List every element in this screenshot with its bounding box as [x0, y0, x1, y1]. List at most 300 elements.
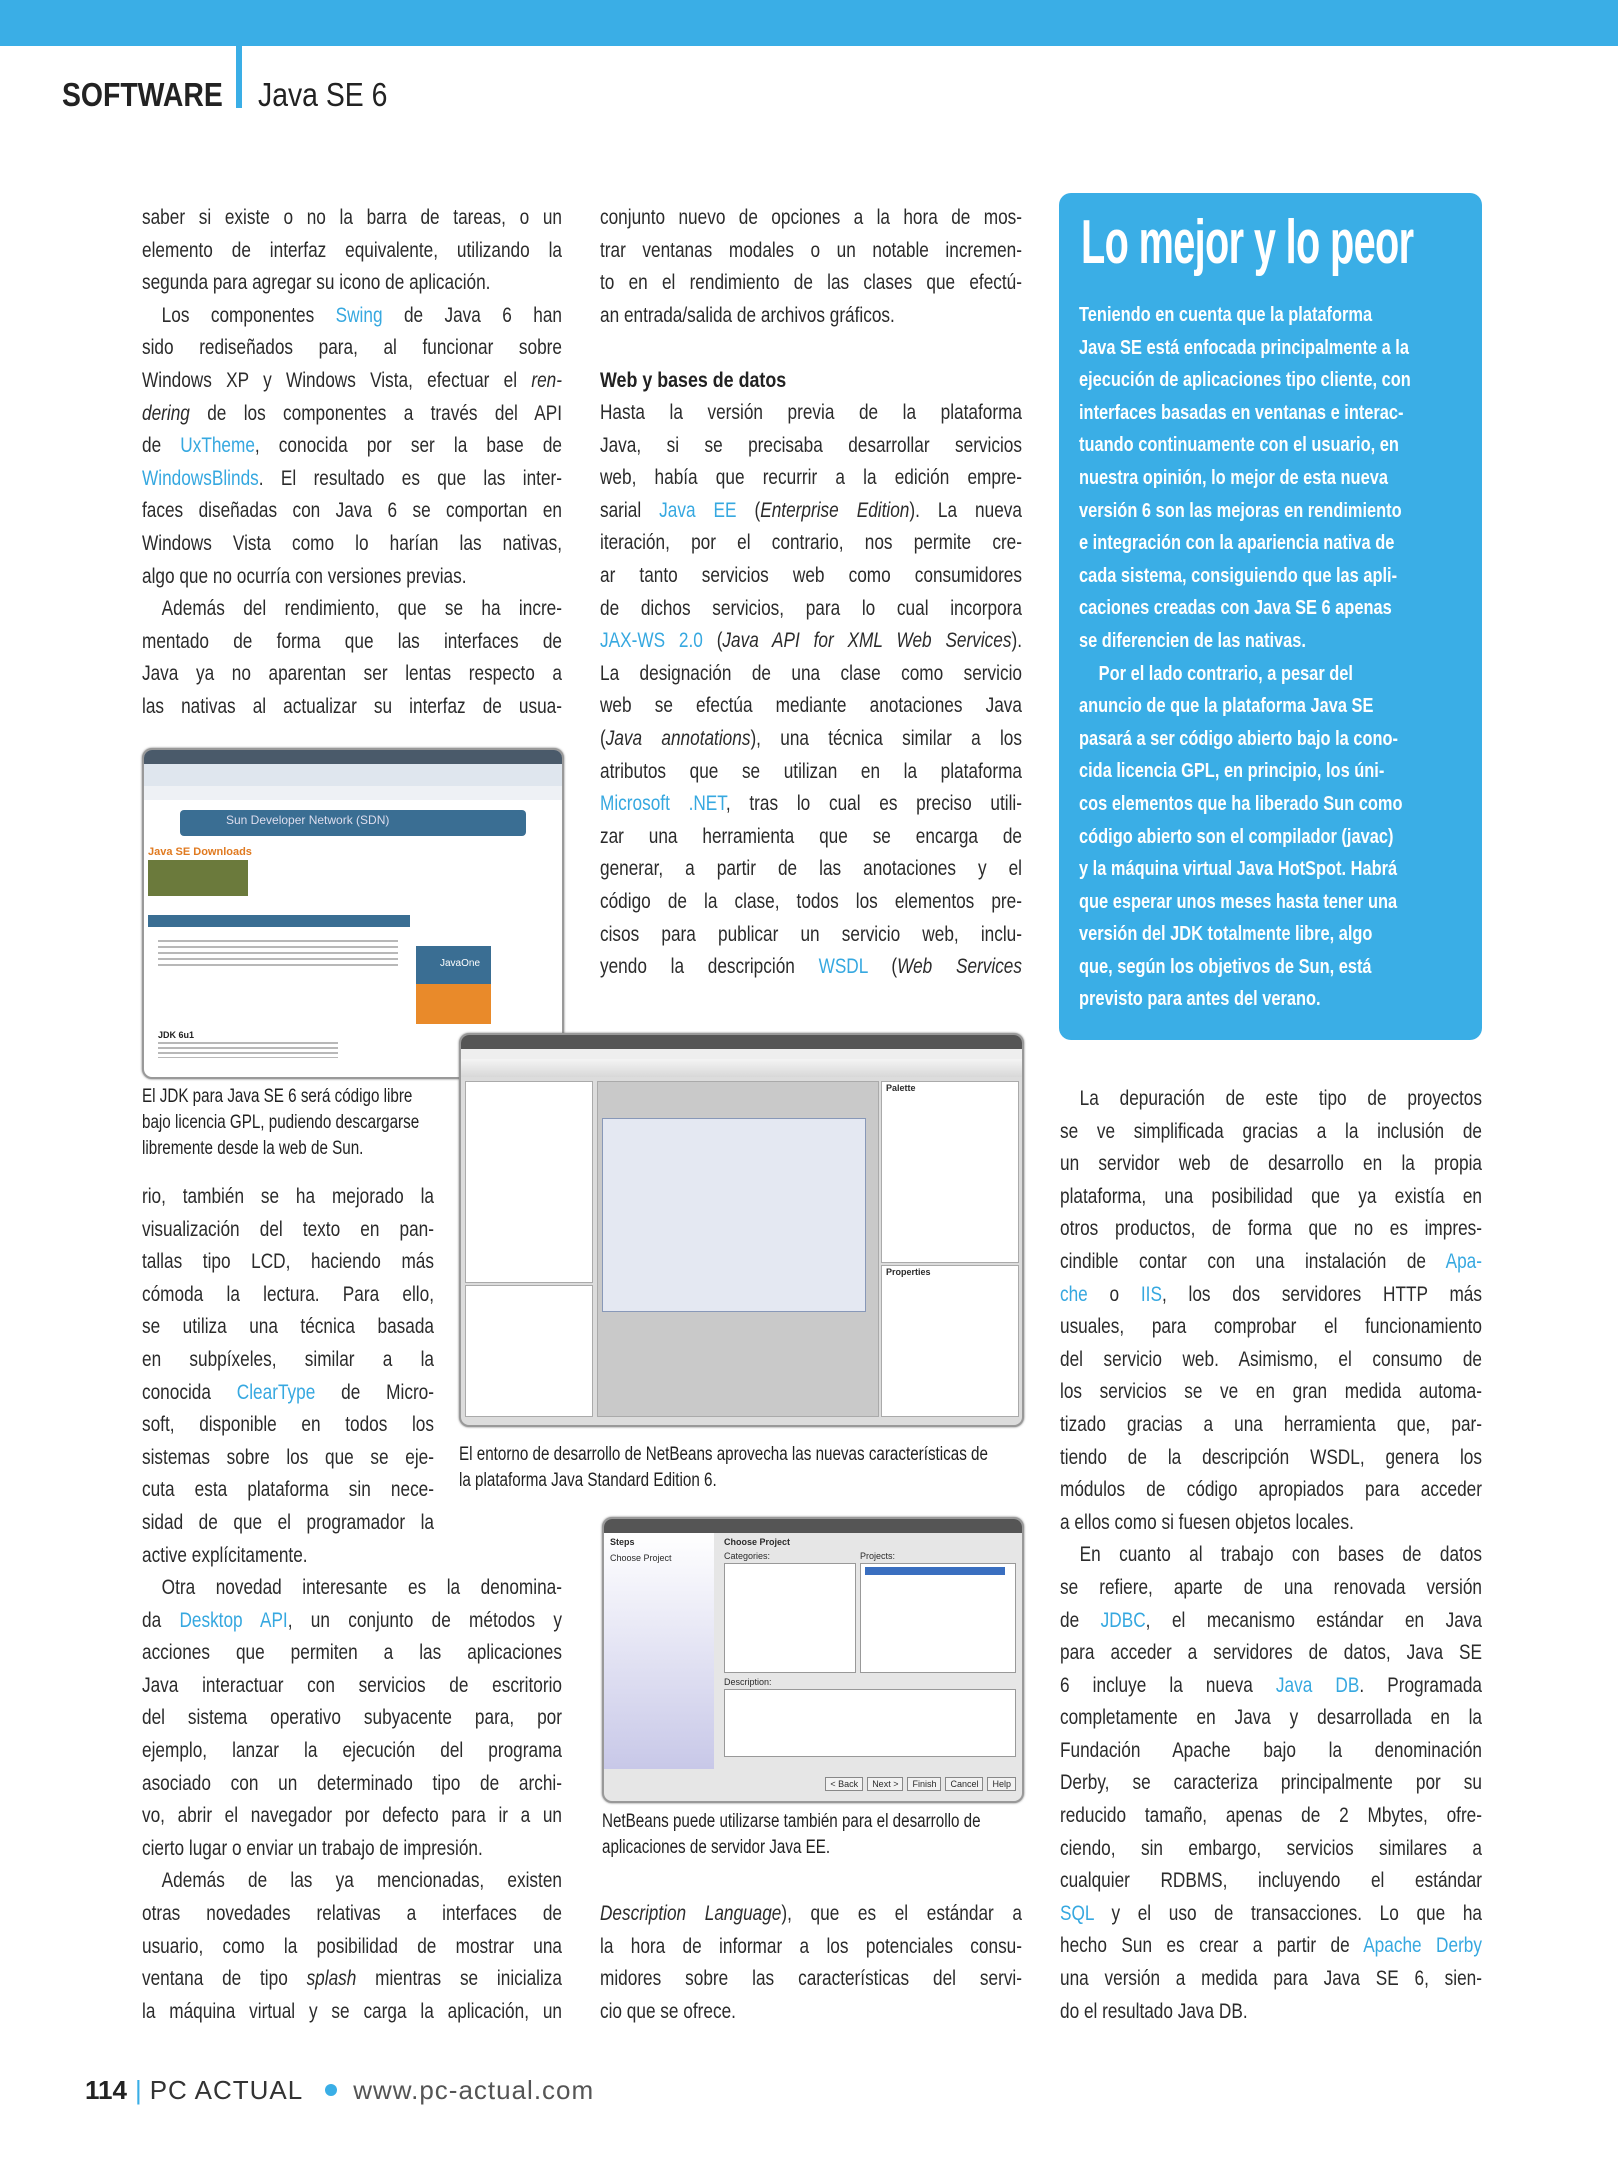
bold-text: javac [1346, 825, 1388, 848]
finish-button: Finish [907, 1777, 941, 1791]
sidebar-box [1059, 193, 1482, 1040]
text-run: cida licencia [1079, 760, 1182, 783]
text-line [142, 267, 562, 300]
italic-text: Java annotations [605, 726, 751, 750]
text-run: ( [702, 629, 723, 653]
italic-text: Description Language [600, 1902, 782, 1925]
text-line [1079, 429, 1464, 462]
text-run: , los dos servidores HTTP más [1161, 1282, 1482, 1306]
text-line [142, 1474, 434, 1507]
text-line [1060, 1539, 1482, 1572]
text-run: En cuanto al trabajo con bases de datos [1079, 1543, 1482, 1567]
form-preview [602, 1118, 866, 1312]
text-run: código abierto son el compilador ( [1079, 825, 1347, 848]
text-run: que esperar unos meses hasta tener una [1079, 890, 1398, 913]
categories-list [724, 1563, 856, 1673]
text-run: e integración con la apariencia nativa de [1079, 532, 1395, 555]
properties-title: Properties [886, 1267, 931, 1277]
text-run: de Java 6 han [382, 303, 562, 327]
text-run: Los componentes [161, 303, 336, 327]
screenshot-netbeans-ide [459, 1033, 1024, 1427]
text-run: cisos para publicar un servicio web, inclu- [600, 922, 1022, 946]
text-run: Java SE está enfocada principalmente a la [1079, 336, 1409, 359]
text-line [142, 561, 562, 594]
text-run: ) [1387, 825, 1394, 848]
text-run: . El resultado es que las inter- [258, 466, 562, 490]
help-button: Help [987, 1777, 1016, 1791]
text-line [142, 1279, 434, 1312]
inline-link[interactable]: JAX-WS 2.0 [600, 629, 703, 653]
text-run: iteración, por el contrario, nos permite cre- [600, 531, 1022, 555]
section-label: SOFTWARE [62, 76, 223, 113]
magazine-name: PC ACTUAL [149, 2074, 304, 2105]
screenshot-sun-java-downloads [142, 748, 564, 1079]
bold-text: Java HotSpot [1236, 858, 1342, 881]
inline-link[interactable]: Java DB [1275, 1673, 1360, 1697]
text-line [600, 202, 1022, 235]
text-line [142, 463, 562, 496]
text-line [1060, 1702, 1482, 1735]
text-run: usuales, para comprobar el funcionamiento [1060, 1315, 1482, 1339]
text-line [1079, 332, 1464, 365]
panel-title: Choose Project [724, 1537, 791, 1547]
text-run: sarial [600, 498, 660, 522]
text-run: cos elementos que ha liberado Sun como [1079, 792, 1403, 815]
text-run: de dichos servicios, para lo cual incorpora [600, 596, 1022, 620]
steps-panel [604, 1533, 714, 1769]
text-run: y el uso de transacciones. Lo que ha [1093, 1901, 1482, 1925]
text-line [600, 300, 1022, 333]
description-box [724, 1689, 1016, 1757]
text-line [142, 1246, 434, 1279]
text-lines [1060, 1083, 1482, 2028]
text-run: , en principio, los úni- [1214, 760, 1385, 783]
text-line [142, 1637, 562, 1670]
text-line [1060, 1474, 1482, 1507]
text-line [1079, 495, 1464, 528]
text-run: y la máquina virtual [1079, 858, 1237, 881]
text-line [1079, 755, 1464, 788]
steps-title: Steps [610, 1537, 635, 1547]
text-line [1079, 592, 1464, 625]
text-line [1060, 1996, 1482, 2029]
text-run: La designación de una clase como servicio [600, 661, 1022, 685]
text-run: La depuración de este tipo de proyectos [1079, 1087, 1482, 1110]
text-run: da [142, 1608, 180, 1632]
text-line [1060, 1865, 1482, 1898]
text-line [600, 1898, 1022, 1931]
text-line [142, 1898, 562, 1931]
text-run: se utiliza una técnica basada [142, 1315, 434, 1339]
jdk-heading: JDK 6u1 [158, 1030, 195, 1040]
text-line [142, 1377, 434, 1410]
text-line [600, 788, 1022, 821]
italic-text: Enterprise Edition [760, 498, 910, 522]
text-line [1079, 983, 1464, 1016]
text-line [1060, 1572, 1482, 1605]
bold-text: GPL [1181, 760, 1215, 783]
text-run: atributos que se utilizan en la plataforma [600, 759, 1022, 783]
page-number: 114 [85, 2074, 127, 2105]
caption-line: la plataforma Java Standard Edition 6. [459, 1470, 717, 1491]
text-run: que, según los objetivos de Sun, está [1079, 955, 1372, 978]
text-run: del sistema operativo subyacente para, por [142, 1706, 562, 1730]
article-title: Java SE 6 [258, 76, 388, 113]
text-run: trar ventanas modales o un notable incremen- [600, 238, 1022, 262]
text-run: mentado de forma que las interfaces de [142, 629, 562, 653]
text-line [142, 1963, 562, 1996]
text-line [1079, 658, 1464, 691]
menu-bar [461, 1049, 1022, 1059]
text-line [142, 1768, 562, 1801]
text-line [142, 626, 562, 659]
text-run: Java, si se precisaba desarrollar servicios [600, 433, 1022, 457]
text-line [1060, 1833, 1482, 1866]
text-line [142, 1311, 434, 1344]
text-run: del servicio web. Asimismo, el consumo de [1060, 1347, 1482, 1371]
browser-tabs [144, 786, 562, 800]
text-line [1079, 462, 1464, 495]
text-run: cualquier RDBMS, incluyendo el estándar [1060, 1869, 1482, 1893]
dialog-buttons [825, 1777, 1016, 1791]
text-lines [600, 397, 1022, 984]
text-line [1079, 527, 1464, 560]
bullet-icon [325, 2084, 337, 2096]
text-run: Teniendo en cuenta que la plataforma [1079, 304, 1373, 326]
text-line [1079, 918, 1464, 951]
design-area [597, 1081, 879, 1417]
text-line [142, 202, 562, 235]
window-titlebar [461, 1035, 1022, 1049]
text-run: Fundación Apache bajo la denominación [1060, 1738, 1482, 1762]
text-run: conocida [142, 1380, 237, 1404]
categories-label: Categories: [724, 1551, 771, 1561]
text-run: ejecución de aplicaciones tipo cliente, con [1079, 369, 1411, 392]
text-line [1060, 1376, 1482, 1409]
text-run: visualización del texto en pan- [142, 1217, 434, 1241]
text-run: active explícitamente. [142, 1543, 308, 1567]
text-run: web, había que recurrir a la edición empre- [600, 466, 1022, 490]
text-line [142, 1670, 562, 1703]
top-color-bar [0, 0, 1618, 46]
text-run: a ellos como si fuesen objetos locales. [1060, 1510, 1354, 1534]
caption-line: bajo licencia GPL, pudiendo descargarse [142, 1112, 420, 1133]
inline-link[interactable]: JDBC [1100, 1608, 1146, 1632]
text-line [142, 398, 562, 431]
text-line [1079, 723, 1464, 756]
header-divider [236, 45, 242, 108]
inline-link[interactable]: Apache Derby [1363, 1934, 1482, 1958]
inspector-panel [465, 1285, 593, 1417]
italic-text: Java API for XML Web Services [722, 629, 1012, 653]
caption-line: El JDK para Java SE 6 será código libre [142, 1086, 413, 1107]
text-line [142, 1833, 562, 1866]
text-line [1060, 1083, 1482, 1116]
sdn-banner-text: Sun Developer Network (SDN) [226, 813, 390, 827]
text-run: ( [867, 955, 898, 979]
section-heading: Web y bases de datos [600, 369, 787, 392]
text-line [142, 1442, 434, 1475]
text-line [600, 1963, 1022, 1996]
text-lines [600, 1898, 1022, 2028]
text-line [1060, 1767, 1482, 1800]
text-run: versión del [1079, 923, 1171, 946]
text-run: la hora de informar a los potenciales consu- [600, 1934, 1022, 1958]
text-run: versión 6 son las mejoras en rendimiento [1079, 499, 1402, 522]
text-run: totalmente libre, algo [1202, 923, 1373, 946]
text-run: la máquina virtual y se carga la aplicación, un [142, 1999, 562, 2023]
text-line [600, 690, 1022, 723]
projects-label: Projects: [860, 1551, 896, 1561]
text-run: soft, disponible en todos los [142, 1413, 434, 1437]
inline-link[interactable]: WSDL [818, 955, 868, 979]
text-line [142, 1931, 562, 1964]
text-run: . Habrá [1341, 858, 1398, 881]
text-line [142, 1409, 434, 1442]
text-line [142, 528, 562, 561]
inline-link[interactable]: ClearType [236, 1380, 316, 1404]
text-lines [142, 202, 562, 724]
caption-line: aplicaciones de servidor Java EE. [602, 1837, 831, 1858]
text-line [1079, 788, 1464, 821]
orange-promo [416, 984, 491, 1024]
text-line [600, 267, 1022, 300]
text-run: para acceder a servidores de datos, Java SE [1060, 1641, 1482, 1665]
text-run: una versión a medida para Java SE 6, sien- [1060, 1967, 1482, 1991]
text-lines [1079, 299, 1464, 1016]
text-line [1060, 1930, 1482, 1963]
screenshot-netbeans-new-project [602, 1517, 1024, 1803]
text-line [1079, 560, 1464, 593]
text-line [142, 1800, 562, 1833]
inline-link[interactable]: WindowsBlinds [142, 466, 259, 490]
text-run: módulos de código apropiados para acceder [1060, 1478, 1482, 1502]
text-run: previsto para antes del verano. [1079, 988, 1321, 1011]
text-line [1060, 1116, 1482, 1149]
window-titlebar [604, 1519, 1022, 1533]
caption-lines [459, 1442, 988, 1494]
text-run: usuario, como la posibilidad de mostrar una [142, 1934, 562, 1958]
text-run: cindible contar con una instalación de [1060, 1249, 1446, 1273]
inline-link[interactable]: IIS [1140, 1282, 1162, 1306]
text-run: otros productos, de forma que no es impres- [1060, 1217, 1482, 1241]
text-run: nuestra opinión, lo mejor de esta nueva [1079, 466, 1388, 489]
sdn-banner [180, 810, 526, 836]
text-run: un servidor web de desarrollo en la propia [1060, 1152, 1482, 1176]
text-run: sistemas sobre los que se eje- [142, 1445, 434, 1469]
text-run: algo que no ocurría con versiones previas. [142, 564, 467, 588]
footer-divider: | [134, 2074, 142, 2105]
text-line [1079, 299, 1464, 332]
text-run: se ve simplificada gracias a la inclusión de [1060, 1119, 1482, 1143]
text-line [1060, 1344, 1482, 1377]
caption-line: El entorno de desarrollo de NetBeans aprovecha las nuevas características de [459, 1444, 988, 1465]
text-line [600, 951, 1022, 984]
text-line [1079, 821, 1464, 854]
text-run: ). [1011, 629, 1023, 653]
text-run: cierto lugar o enviar un trabajo de impresión. [142, 1836, 483, 1860]
text-run: Java ya no aparentan ser lentas respecto a [142, 662, 562, 686]
text-line [142, 235, 562, 268]
text-line [600, 495, 1022, 528]
text-run: do el resultado Java DB. [1060, 1999, 1248, 2023]
caption-1 [142, 1084, 488, 1162]
text-run: mientras se inicializa [356, 1967, 563, 1991]
text-line [142, 495, 562, 528]
text-run: se diferencien de las nativas. [1079, 629, 1306, 652]
text-lines [142, 1572, 562, 2028]
text-line [142, 1344, 434, 1377]
text-line [1060, 1800, 1482, 1833]
text-line [1060, 1507, 1482, 1540]
text-line [600, 886, 1022, 919]
text-line [1079, 886, 1464, 919]
text-run: hecho Sun es crear a partir de [1060, 1934, 1364, 1958]
palette-title: Palette [886, 1083, 916, 1093]
downloads-heading: Java SE Downloads [148, 846, 252, 858]
text-run: anuncio de que la plataforma Java SE [1079, 695, 1374, 718]
text-line [1060, 1605, 1482, 1638]
inline-link[interactable]: che [1060, 1282, 1088, 1306]
text-line [142, 430, 562, 463]
text-line [1060, 1442, 1482, 1475]
inline-link[interactable]: Desktop API [179, 1608, 288, 1632]
text-line [1060, 1181, 1482, 1214]
text-run: Además de las ya mencionadas, existen [161, 1869, 562, 1893]
text-run: las nativas al actualizar su interfaz de usua- [142, 694, 562, 718]
text-run: generar, a partir de las anotaciones y el [600, 857, 1022, 881]
column-2-middle [600, 397, 1022, 984]
text-line [1079, 853, 1464, 886]
text-run: acciones que permiten a las aplicaciones [142, 1641, 562, 1665]
text-run: ), una técnica similar a los [750, 726, 1022, 750]
text-line [142, 1572, 562, 1605]
text-run: otras novedades relativas a interfaces de [142, 1901, 562, 1925]
step-1: Choose Project [610, 1553, 672, 1563]
text-run: ciendo, sin embargo, servicios similares a [1060, 1836, 1482, 1860]
text-run: tuando continuamente con el usuario, en [1079, 434, 1399, 457]
inline-link[interactable]: Apa- [1445, 1249, 1482, 1273]
text-run: , conocida por ser la base de [254, 434, 562, 458]
text-line [600, 723, 1022, 756]
column-1-top [142, 202, 562, 724]
text-line [600, 821, 1022, 854]
text-line [600, 1931, 1022, 1964]
text-line [600, 853, 1022, 886]
ide-toolbar [461, 1059, 1022, 1077]
text-run: Windows Vista como lo harían las nativas, [142, 531, 562, 555]
text-line [1079, 951, 1464, 984]
properties-panel [881, 1265, 1019, 1417]
text-run: asociado con un determinado tipo de archi- [142, 1771, 562, 1795]
text-run: pasará a ser código abierto bajo la cono- [1079, 727, 1398, 750]
text-line [142, 593, 562, 626]
page-footer [85, 2074, 594, 2106]
text-run: ventana de tipo [142, 1967, 307, 1991]
text-line [1060, 1670, 1482, 1703]
text-run: ar tanto servicios web como consumidores [600, 563, 1022, 587]
column-3 [1060, 1083, 1482, 2028]
text-run: , un conjunto de métodos y [287, 1608, 563, 1632]
text-line [142, 658, 562, 691]
text-run: se refiere, aparte de una renovada versión [1060, 1575, 1482, 1599]
text-line [1060, 1963, 1482, 1996]
text-run: zar una herramienta que se encarga de [600, 824, 1022, 848]
text-run: caciones creadas con Java SE 6 apenas [1079, 597, 1392, 620]
text-run: vo, abrir el navegador por defecto para ir a un [142, 1804, 562, 1828]
text-line [600, 756, 1022, 789]
column-1-narrow [142, 1181, 434, 1572]
photo [148, 860, 248, 896]
inline-link[interactable]: Microsoft .NET [600, 792, 726, 816]
text-run: , el mecanismo estándar en Java [1145, 1608, 1482, 1632]
text-line [1060, 1898, 1482, 1931]
text-run: Por el lado contrario, a pesar del [1098, 662, 1353, 685]
text-line [1060, 1735, 1482, 1768]
text-run: Java interactuar con servicios de escritorio [142, 1673, 562, 1697]
text-line [600, 430, 1022, 463]
text-line [1079, 397, 1464, 430]
caption-2 [459, 1442, 1120, 1494]
inline-link[interactable]: SQL [1060, 1901, 1094, 1925]
text-lines [142, 1181, 434, 1572]
text-line [142, 1181, 434, 1214]
text-line [142, 300, 562, 333]
text-run: ( [736, 498, 761, 522]
inline-link[interactable]: Swing [335, 303, 383, 327]
text-run: de [1060, 1608, 1101, 1632]
text-line [1079, 625, 1464, 658]
text-line [600, 397, 1022, 430]
sidebar-body [1079, 299, 1464, 1016]
text-run: interfaces basadas en ventanas e interac- [1079, 401, 1404, 424]
text-line [142, 1540, 434, 1573]
text-run: segunda para agregar su icono de aplicación. [142, 271, 491, 295]
text-run: Hasta la versión previa de la plataforma [600, 401, 1022, 424]
browser-toolbar [144, 764, 562, 786]
text-line [142, 1702, 562, 1735]
text-line [1060, 1637, 1482, 1670]
text-run: Otra novedad interesante es la denomina- [161, 1576, 562, 1599]
text-line [600, 527, 1022, 560]
text-run: de [142, 434, 181, 458]
text-run: los servicios se ve en gran medida automa- [1060, 1380, 1482, 1404]
cancel-button: Cancel [945, 1777, 983, 1791]
italic-text: Web Services [897, 955, 1022, 979]
text-line [600, 625, 1022, 658]
text-run: tiendo de la descripción WSDL, genera los [1060, 1445, 1482, 1469]
text-line [600, 919, 1022, 952]
text-run: ). La nueva [909, 498, 1022, 522]
text-run: tizado gracias a una herramienta que, par- [1060, 1412, 1482, 1436]
text-run: elemento de interfaz equivalente, utilizando la [142, 238, 562, 262]
projects-list [860, 1563, 1016, 1673]
text-run: conjunto nuevo de opciones a la hora de mos- [600, 206, 1022, 229]
text-line [600, 462, 1022, 495]
text-run: cómoda la lectura. Para ello, [142, 1282, 434, 1306]
back-button: < Back [825, 1777, 863, 1791]
tab-strip [148, 915, 410, 927]
text-line [1060, 1246, 1482, 1279]
text-run: plataforma, una posibilidad que ya existía en [1060, 1184, 1482, 1208]
column-2-top [600, 202, 1022, 332]
next-button: Next > [867, 1777, 903, 1791]
text-line [1079, 364, 1464, 397]
text-line [142, 1996, 562, 2029]
inline-link[interactable]: Java EE [659, 498, 737, 522]
text-run: to en el rendimiento de las clases que efectú- [600, 271, 1022, 295]
inline-link[interactable]: UxTheme [180, 434, 255, 458]
